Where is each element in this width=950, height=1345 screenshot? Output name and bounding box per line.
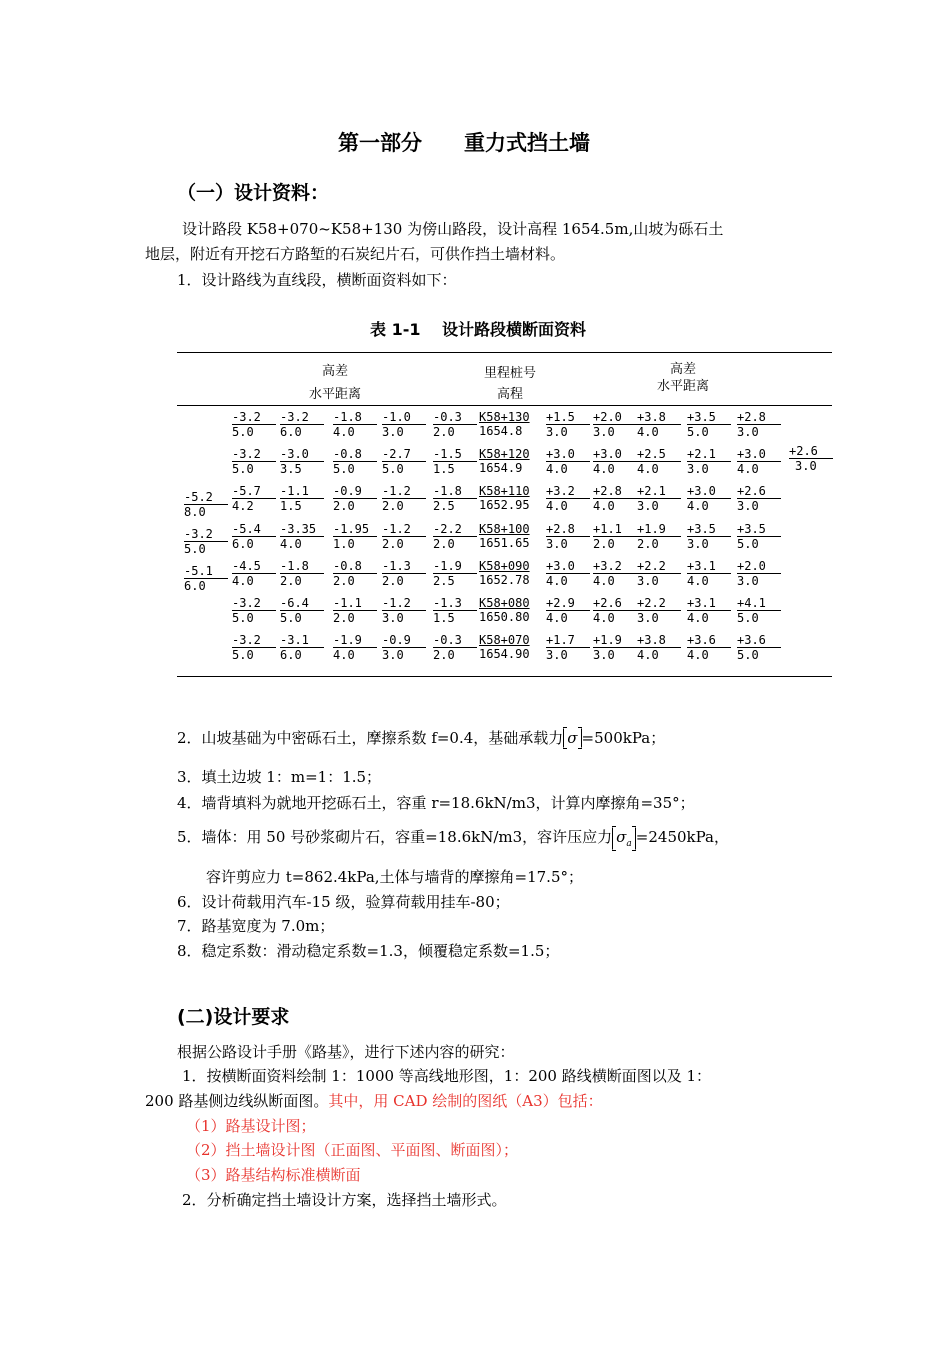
right-offset-cell: +3.0 4.0: [593, 447, 637, 476]
item-5-value: =2450kPa，: [635, 828, 729, 846]
sigma-symbol: σ: [563, 728, 581, 748]
item-2: [177, 727, 665, 748]
left-offset-cell: -3.2 5.0: [232, 410, 276, 439]
right-offset-cell: +3.2 4.0: [593, 559, 637, 588]
left-offset-cell: -0.9 2.0: [333, 484, 377, 513]
right-offset-cell: +2.1 3.0: [637, 484, 681, 513]
header-left-bottom: 水平距离: [308, 387, 361, 402]
table-header-rule: [177, 405, 832, 406]
item-1: 1．设计路线为直线段，横断面资料如下：: [177, 271, 457, 289]
station-cell: K58+110 1652.95: [479, 484, 530, 513]
right-offset-cell: +3.6 5.0: [737, 633, 781, 662]
right-offset-cell: +1.5 3.0: [546, 410, 590, 439]
section-heading-design-requirements: (二)设计要求: [177, 1006, 290, 1028]
drawing-item-2: （2）挡土墙设计图（正面图、平面图、断面图）；: [186, 1141, 519, 1159]
right-offset-cell: +2.8 4.0: [593, 484, 637, 513]
header-elevation: 高程: [496, 387, 523, 402]
left-offset-cell: -1.8 2.5: [433, 484, 477, 513]
right-offset-cell: +2.2 3.0: [637, 596, 681, 625]
right-offset-cell: +3.1 4.0: [687, 596, 731, 625]
left-offset-cell: -1.2 3.0: [382, 596, 426, 625]
right-offset-cell: +3.6 4.0: [687, 633, 731, 662]
left-offset-cell: -1.0 3.0: [382, 410, 426, 439]
left-offset-cell: -1.5 1.5: [433, 447, 477, 476]
right-offset-cell: +2.6 4.0: [593, 596, 637, 625]
left-offset-cell: -0.8 2.0: [333, 559, 377, 588]
right-offset-cell: +1.9 2.0: [637, 522, 681, 551]
left-offset-cell: -6.4 5.0: [280, 596, 324, 625]
left-offset-cell: -0.3 2.0: [433, 410, 477, 439]
requirements-intro: 根据公路设计手册《路基》，进行下述内容的研究：: [177, 1043, 515, 1061]
page-title: 第一部分 重力式挡土墙: [338, 131, 590, 155]
station-cell: K58+070 1654.90: [479, 633, 530, 662]
left-offset-cell: -1.1 2.0: [333, 596, 377, 625]
requirement-1-line-1: 1．按横断面资料绘制 1：1000 等高线地形图，1：200 路线横断面图以及 1：: [182, 1067, 712, 1085]
left-offset-cell: -1.8 4.0: [333, 410, 377, 439]
item-2-value: =500kPa；: [581, 729, 666, 747]
right-offset-cell: +2.6 3.0: [737, 484, 781, 513]
requirement-1-text: 200 路基侧边线纵断面图。: [145, 1092, 329, 1110]
intro-line-1: 设计路段 K58+070~K58+130 为傍山路段，设计高程 1654.5m,山坡为砾石土: [182, 220, 724, 238]
right-offset-cell: +2.8 3.0: [546, 522, 590, 551]
right-offset-cell: +2.5 4.0: [637, 447, 681, 476]
item-5-continued: 容许剪应力 t=862.4kPa,土体与墙背的摩擦角=17.5°；: [206, 868, 583, 886]
right-offset-cell: +3.5 3.0: [687, 522, 731, 551]
right-offset-cell: +3.1 4.0: [687, 559, 731, 588]
header-right-bottom: 水平距离: [656, 379, 709, 394]
right-offset-cell: +4.1 5.0: [737, 596, 781, 625]
intro-line-2: 地层，附近有开挖石方路堑的石炭纪片石，可供作挡土墙材料。: [145, 245, 566, 263]
right-offset-cell: +2.9 4.0: [546, 596, 590, 625]
header-right-top: 高差: [669, 362, 696, 377]
sigma-a-symbol: $\sigma_a$: [612, 827, 636, 850]
right-offset-cell: +3.8 4.0: [637, 633, 681, 662]
left-offset-cell: -2.7 5.0: [382, 447, 426, 476]
item-5: [177, 826, 729, 850]
right-offset-cell: +3.0 4.0: [687, 484, 731, 513]
left-offset-cell: -0.3 2.0: [433, 633, 477, 662]
requirement-1-line-2: [145, 1090, 603, 1111]
right-offset-cell: +1.9 3.0: [593, 633, 637, 662]
far-left-offset-cell: -5.2 8.0: [184, 490, 228, 519]
right-offset-cell: +2.8 3.0: [737, 410, 781, 439]
left-offset-cell: -3.2 5.0: [232, 447, 276, 476]
station-cell: K58+120 1654.9: [479, 447, 530, 476]
left-offset-cell: -1.95 1.0: [333, 522, 377, 551]
item-5-text: 5．墙体：用 50 号砂浆砌片石，容重=18.6kN/m3，容许压应力: [177, 828, 613, 846]
right-offset-cell: +1.1 2.0: [593, 522, 637, 551]
right-offset-cell: +2.0 3.0: [593, 410, 637, 439]
far-left-offset-cell: -3.2 5.0: [184, 527, 228, 556]
right-offset-cell: +3.2 4.0: [546, 484, 590, 513]
left-offset-cell: -5.7 4.2: [232, 484, 276, 513]
left-offset-cell: -4.5 4.0: [232, 559, 276, 588]
left-offset-cell: -1.1 1.5: [280, 484, 324, 513]
left-offset-cell: -1.2 2.0: [382, 522, 426, 551]
station-cell: K58+130 1654.8: [479, 410, 530, 438]
left-offset-cell: -0.8 5.0: [333, 447, 377, 476]
right-offset-cell: +1.7 3.0: [546, 633, 590, 662]
left-offset-cell: -3.2 5.0: [232, 633, 276, 662]
far-left-offset-cell: -5.1 6.0: [184, 564, 228, 593]
right-offset-cell: +3.5 5.0: [687, 410, 731, 439]
left-offset-cell: -1.8 2.0: [280, 559, 324, 588]
table-bottom-rule: [177, 676, 832, 677]
requirement-1-highlight: 其中，用 CAD 绘制的图纸（A3）包括：: [328, 1092, 603, 1110]
right-offset-cell: +3.8 4.0: [637, 410, 681, 439]
item-2-text: 2．山坡基础为中密砾石土，摩擦系数 f=0.4，基础承载力: [177, 729, 564, 747]
left-offset-cell: -1.2 2.0: [382, 484, 426, 513]
table-top-rule: [177, 352, 832, 353]
right-offset-cell: +3.5 5.0: [737, 522, 781, 551]
item-3: 3．填土边坡 1：m=1：1.5；: [177, 768, 382, 786]
left-offset-cell: -3.1 6.0: [280, 633, 324, 662]
drawing-item-3: （3）路基结构标准横断面: [186, 1166, 361, 1184]
right-offset-cell: +3.0 4.0: [546, 559, 590, 588]
station-cell: K58+090 1652.78: [479, 558, 530, 587]
station-cell: K58+080 1650.80: [479, 596, 530, 624]
table-caption: 表 1-1 设计路段横断面资料: [370, 320, 587, 339]
left-offset-cell: -3.35 4.0: [280, 522, 324, 551]
left-offset-cell: -1.3 2.0: [382, 559, 426, 588]
right-offset-cell: +2.2 3.0: [637, 559, 681, 588]
drawing-item-1: （1）路基设计图；: [186, 1117, 316, 1135]
left-offset-cell: -5.4 6.0: [232, 522, 276, 551]
left-offset-cell: -1.9 4.0: [333, 633, 377, 662]
left-offset-cell: -1.3 1.5: [433, 596, 477, 625]
header-station: 里程桩号: [483, 366, 536, 381]
station-cell: K58+100 1651.65: [479, 521, 530, 550]
right-offset-cell: +2.0 3.0: [737, 559, 781, 588]
left-offset-cell: -0.9 3.0: [382, 633, 426, 662]
section-heading-design-data: （一）设计资料：: [177, 182, 330, 204]
right-offset-cell: +3.0 4.0: [737, 447, 781, 476]
header-left-top: 高差: [321, 364, 348, 379]
extra-offset-cell: +2.6 3.0: [789, 444, 833, 473]
right-offset-cell: +3.0 4.0: [546, 447, 590, 476]
left-offset-cell: -1.9 2.5: [433, 559, 477, 588]
item-4: 4．墙背填料为就地开挖砾石土，容重 r=18.6kN/m3，计算内摩擦角=35°；: [177, 794, 695, 812]
requirement-2: 2．分析确定挡土墙设计方案，选择挡土墙形式。: [182, 1191, 507, 1209]
item-8: 8．稳定系数：滑动稳定系数=1.3，倾覆稳定系数=1.5；: [177, 942, 560, 960]
item-6: 6．设计荷载用汽车-15 级，验算荷载用挂车-80；: [177, 893, 510, 911]
right-offset-cell: +2.1 3.0: [687, 447, 731, 476]
left-offset-cell: -3.0 3.5: [280, 447, 324, 476]
left-offset-cell: -3.2 5.0: [232, 596, 276, 625]
left-offset-cell: -3.2 6.0: [280, 410, 324, 439]
left-offset-cell: -2.2 2.0: [433, 522, 477, 551]
item-7: 7．路基宽度为 7.0m；: [177, 917, 335, 935]
